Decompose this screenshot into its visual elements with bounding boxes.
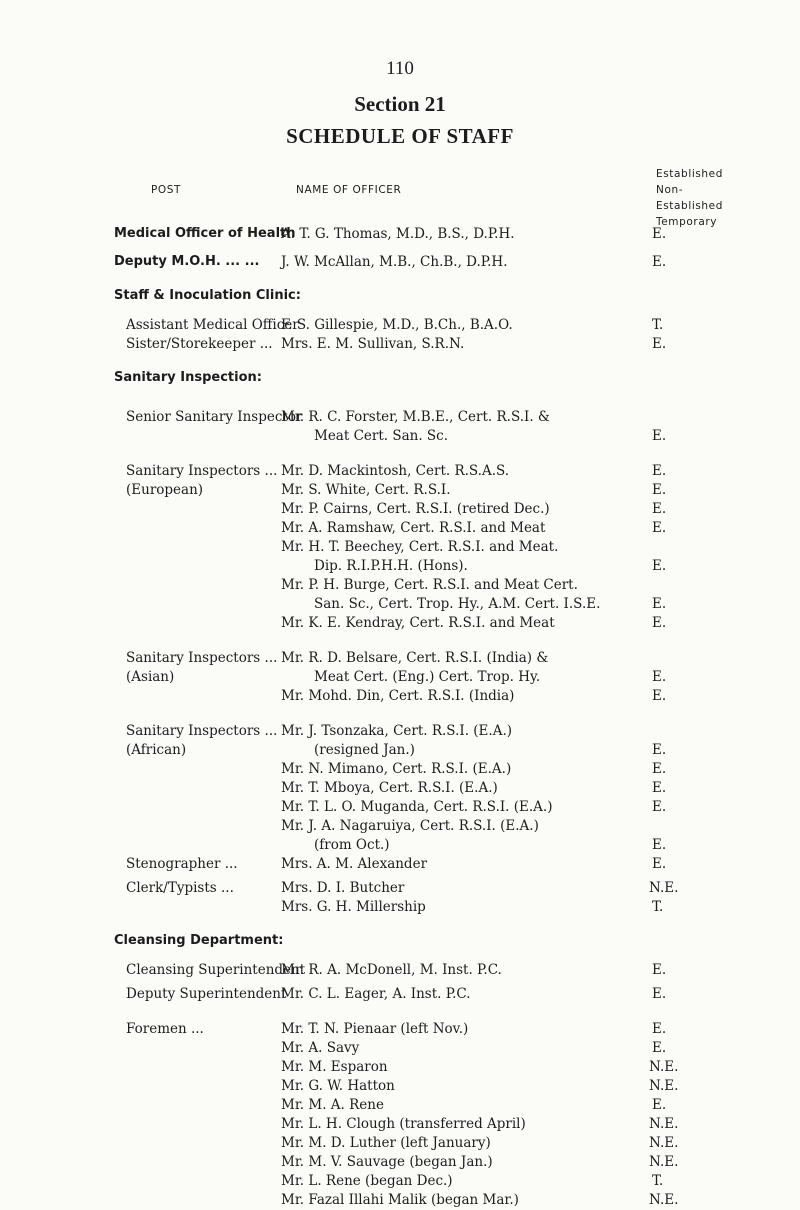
status-cell: N.E. xyxy=(649,1154,679,1170)
table-row xyxy=(0,854,800,874)
officer-name-cell: Mr. P. H. Burge, Cert. R.S.I. and Meat Cert. xyxy=(281,577,578,593)
table-row xyxy=(0,518,800,538)
status-cell: E. xyxy=(652,799,667,815)
status-cell: E. xyxy=(652,669,667,685)
status-cell: E. xyxy=(652,336,667,352)
post-cell: Clerk/Typists ... xyxy=(126,880,234,896)
status-cell: E. xyxy=(652,837,667,853)
table-row xyxy=(0,960,800,980)
table-row xyxy=(0,1019,800,1039)
table-row xyxy=(0,407,800,427)
table-row xyxy=(0,686,800,706)
table-row xyxy=(0,816,800,836)
post-cell: Deputy Superintendent xyxy=(126,986,287,1002)
table-row xyxy=(0,1152,800,1172)
post-cell: Sanitary Inspectors ... xyxy=(126,723,278,739)
table-row xyxy=(0,721,800,741)
officer-name-cell: Mr. T. Mboya, Cert. R.S.I. (E.A.) xyxy=(281,780,498,796)
section-heading: Medical Officer of Health xyxy=(114,226,296,241)
status-cell: E. xyxy=(652,742,667,758)
officer-name-cell: Mr. H. T. Beechey, Cert. R.S.I. and Meat. xyxy=(281,539,559,555)
table-row xyxy=(0,759,800,779)
officer-name-cell: Mr. A. Savy xyxy=(281,1040,360,1056)
status-cell: E. xyxy=(652,986,667,1002)
officer-name-cell: F. S. Gillespie, M.D., B.Ch., B.A.O. xyxy=(281,317,513,333)
officer-name-cell: Mrs. A. M. Alexander xyxy=(281,856,428,872)
officer-name-cell: Mr. M. Esparon xyxy=(281,1059,388,1075)
officer-name-cell: Mr. S. White, Cert. R.S.I. xyxy=(281,482,451,498)
officer-name-cell: Mr. Fazal Illahi Malik (began Mar.) xyxy=(281,1192,519,1208)
status-cell: E. xyxy=(652,482,667,498)
officer-name-cell: (resigned Jan.) xyxy=(314,742,415,758)
page-number: 110 xyxy=(386,58,414,79)
table-row xyxy=(0,1095,800,1115)
section-heading: Sanitary Inspection: xyxy=(114,370,262,385)
table-row xyxy=(0,1038,800,1058)
officer-name-cell: Mrs. G. H. Millership xyxy=(281,899,426,915)
status-header-line: Established xyxy=(656,168,724,180)
status-cell: N.E. xyxy=(649,1116,679,1132)
status-cell: E. xyxy=(652,501,667,517)
status-cell: E. xyxy=(652,761,667,777)
table-row xyxy=(0,1133,800,1153)
table-row xyxy=(0,797,800,817)
table-row xyxy=(0,575,800,595)
table-row xyxy=(0,1190,800,1210)
table-row xyxy=(0,499,800,519)
officer-name-cell: Mr. T. N. Pienaar (left Nov.) xyxy=(281,1021,469,1037)
post-cell: Cleansing Superintendent xyxy=(126,962,306,978)
status-cell: N.E. xyxy=(649,880,679,896)
officer-name-cell: Mr. M. D. Luther (left January) xyxy=(281,1135,491,1151)
post-cell: (African) xyxy=(126,742,187,758)
status-cell: E. xyxy=(652,962,667,978)
officer-name-cell: Mr. A. Ramshaw, Cert. R.S.I. and Meat xyxy=(281,520,546,536)
status-cell: E. xyxy=(652,558,667,574)
officer-name-cell: Mr. L. Rene (began Dec.) xyxy=(281,1173,453,1189)
officer-name-cell: Mr. R. A. McDonell, M. Inst. P.C. xyxy=(281,962,502,978)
post-cell: Senior Sanitary Inspector xyxy=(126,409,303,425)
table-row xyxy=(0,667,800,687)
table-row xyxy=(0,1076,800,1096)
table-row xyxy=(0,1171,800,1191)
table-row xyxy=(0,1114,800,1134)
officer-name-cell: Mr. K. E. Kendray, Cert. R.S.I. and Meat xyxy=(281,615,555,631)
table-row xyxy=(0,315,800,335)
table-row xyxy=(0,426,800,446)
officer-name-cell: Mr. Mohd. Din, Cert. R.S.I. (India) xyxy=(281,688,515,704)
officer-name-cell: A. T. G. Thomas, M.D., B.S., D.P.H. xyxy=(281,226,515,242)
section-heading: Deputy M.O.H. ... ... xyxy=(114,254,260,269)
table-row xyxy=(0,613,800,633)
table-row xyxy=(0,878,800,898)
status-cell: N.E. xyxy=(649,1059,679,1075)
table-row xyxy=(0,480,800,500)
post-cell: Assistant Medical Officer xyxy=(126,317,299,333)
table-row xyxy=(0,897,800,917)
column-header-name: NAME OF OFFICER xyxy=(296,184,402,196)
status-cell: T. xyxy=(652,899,664,915)
status-cell: E. xyxy=(652,596,667,612)
status-cell: E. xyxy=(652,1097,667,1113)
post-cell: Sanitary Inspectors ... xyxy=(126,463,278,479)
section-title: Section 21 xyxy=(354,92,446,116)
post-cell: Sanitary Inspectors ... xyxy=(126,650,278,666)
column-header-post: POST xyxy=(151,184,182,196)
status-header-line: Temporary xyxy=(656,216,718,228)
table-row xyxy=(0,537,800,557)
status-cell: E. xyxy=(652,780,667,796)
officer-name-cell: (from Oct.) xyxy=(314,837,390,853)
officer-name-cell: Mr. C. L. Eager, A. Inst. P.C. xyxy=(281,986,471,1002)
status-cell: T. xyxy=(652,317,664,333)
status-cell: E. xyxy=(652,615,667,631)
status-cell: E. xyxy=(652,1040,667,1056)
officer-name-cell: Mrs. E. M. Sullivan, S.R.N. xyxy=(281,336,465,352)
post-cell: (European) xyxy=(126,482,204,498)
officer-name-cell: J. W. McAllan, M.B., Ch.B., D.P.H. xyxy=(281,254,508,270)
table-row xyxy=(0,594,800,614)
table-row xyxy=(0,334,800,354)
officer-name-cell: Mr. R. D. Belsare, Cert. R.S.I. (India) & xyxy=(281,650,549,666)
post-cell: Foremen ... xyxy=(126,1021,204,1037)
table-row xyxy=(0,286,800,306)
status-cell: E. xyxy=(652,1021,667,1037)
officer-name-cell: Meat Cert. San. Sc. xyxy=(314,428,449,444)
officer-name-cell: Mr. P. Cairns, Cert. R.S.I. (retired Dec.) xyxy=(281,501,550,517)
table-row xyxy=(0,461,800,481)
table-row xyxy=(0,740,800,760)
officer-name-cell: Mr. J. Tsonzaka, Cert. R.S.I. (E.A.) xyxy=(281,723,512,739)
officer-name-cell: San. Sc., Cert. Trop. Hy., A.M. Cert. I.S.E. xyxy=(314,596,601,612)
table-row xyxy=(0,648,800,668)
officer-name-cell: Mr. N. Mimano, Cert. R.S.I. (E.A.) xyxy=(281,761,512,777)
status-cell: N.E. xyxy=(649,1078,679,1094)
status-cell: E. xyxy=(652,520,667,536)
status-cell: N.E. xyxy=(649,1192,679,1208)
officer-name-cell: Mr. J. A. Nagaruiya, Cert. R.S.I. (E.A.) xyxy=(281,818,539,834)
table-row xyxy=(0,224,800,244)
table-row xyxy=(0,556,800,576)
section-heading: Cleansing Department: xyxy=(114,933,284,948)
section-heading: Staff & Inoculation Clinic: xyxy=(114,288,301,303)
officer-name-cell: Mr. T. L. O. Muganda, Cert. R.S.I. (E.A.) xyxy=(281,799,553,815)
post-cell: (Asian) xyxy=(126,669,175,685)
officer-name-cell: Meat Cert. (Eng.) Cert. Trop. Hy. xyxy=(314,669,541,685)
status-header-line: Non-Established xyxy=(656,184,724,212)
page-title: SCHEDULE OF STAFF xyxy=(286,124,514,148)
table-row xyxy=(0,778,800,798)
table-row xyxy=(0,931,800,951)
officer-name-cell: Mr. M. V. Sauvage (began Jan.) xyxy=(281,1154,493,1170)
post-cell: Stenographer ... xyxy=(126,856,238,872)
status-cell: E. xyxy=(652,226,667,242)
status-cell: E. xyxy=(652,463,667,479)
column-header-status xyxy=(656,166,746,230)
table-row xyxy=(0,252,800,272)
status-cell: T. xyxy=(652,1173,664,1189)
table-row xyxy=(0,984,800,1004)
post-cell: Sister/Storekeeper ... xyxy=(126,336,273,352)
table-row xyxy=(0,1057,800,1077)
status-cell: E. xyxy=(652,856,667,872)
officer-name-cell: Dip. R.I.P.H.H. (Hons). xyxy=(314,558,468,574)
status-cell: N.E. xyxy=(649,1135,679,1151)
officer-name-cell: Mr. D. Mackintosh, Cert. R.S.A.S. xyxy=(281,463,510,479)
status-cell: E. xyxy=(652,688,667,704)
table-row xyxy=(0,368,800,388)
officer-name-cell: Mr. R. C. Forster, M.B.E., Cert. R.S.I. & xyxy=(281,409,550,425)
table-row xyxy=(0,835,800,855)
officer-name-cell: Mr. G. W. Hatton xyxy=(281,1078,395,1094)
status-cell: E. xyxy=(652,254,667,270)
officer-name-cell: Mr. L. H. Clough (transferred April) xyxy=(281,1116,526,1132)
officer-name-cell: Mr. M. A. Rene xyxy=(281,1097,384,1113)
officer-name-cell: Mrs. D. I. Butcher xyxy=(281,880,405,896)
status-cell: E. xyxy=(652,428,667,444)
